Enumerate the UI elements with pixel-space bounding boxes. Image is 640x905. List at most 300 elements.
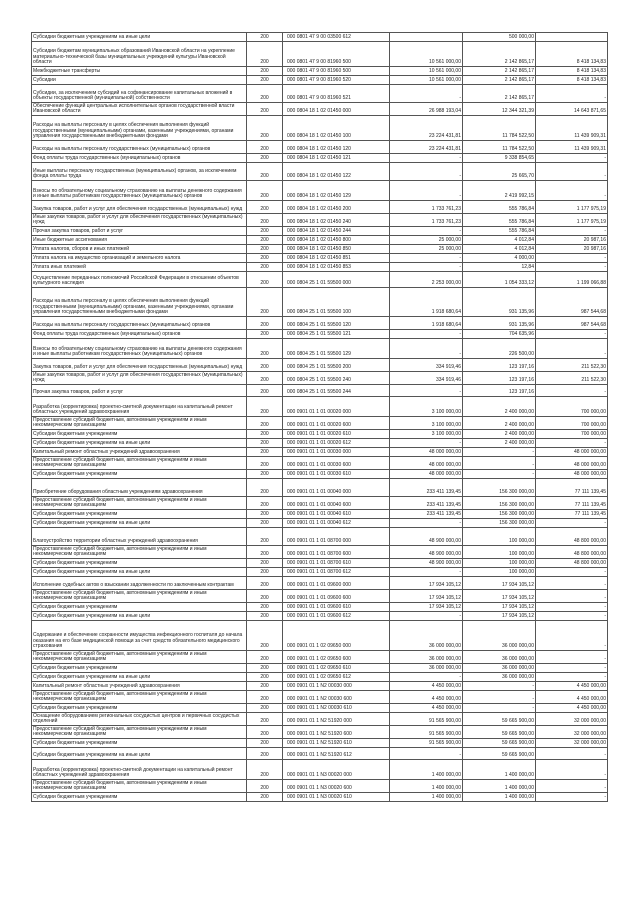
table-row (32, 577, 608, 590)
row-name-cell: Предоставление субсидий бюджетным, автономным учреждениям и иным некоммерческим организациям (32, 457, 247, 470)
table-body (32, 33, 608, 802)
row-admin-code-cell: 200 (247, 254, 283, 263)
row-executed-cell: 1 054 333,12 (463, 272, 536, 288)
table-row (32, 590, 608, 603)
row-name-cell: Закупка товаров, работ и услуг для обеспечения государственных (муниципальных) нужд (32, 359, 247, 372)
row-executed-cell: 4 012,84 (463, 236, 536, 245)
table-row (32, 181, 608, 201)
row-executed-cell: 123 197,16 (463, 372, 536, 385)
row-executed-cell: - (463, 682, 536, 691)
row-budget-code-cell: 000 0901 01 1 01 00030 000 (283, 448, 390, 457)
row-executed-cell: 17 934 105,12 (463, 612, 536, 621)
row-budget-code-cell: 000 0804 18 1 02 01450 121 (283, 154, 390, 163)
row-executed-cell: 2 142 865,17 (463, 42, 536, 67)
row-budget-code-cell: 000 0901 01 1 N2 51920 600 (283, 726, 390, 739)
row-admin-code-cell: 200 (247, 236, 283, 245)
row-name-cell: Капитальный ремонт областных учреждений здравоохранения (32, 682, 247, 691)
row-admin-code-cell: 200 (247, 673, 283, 682)
row-remaining-cell: - (536, 612, 608, 621)
row-admin-code-cell: 200 (247, 612, 283, 621)
row-executed-cell: - (463, 691, 536, 704)
row-executed-cell: 2 400 000,00 (463, 439, 536, 448)
row-admin-code-cell: 200 (247, 651, 283, 664)
row-executed-cell: 100 000,00 (463, 546, 536, 559)
row-admin-code-cell: 200 (247, 577, 283, 590)
row-name-cell: Расходы на выплаты персоналу в целях обеспечения выполнения функций государственными (муниципальными) органами, казенными учреждениями, органами управления государственными внебюджетными фондами (32, 116, 247, 141)
table-row (32, 317, 608, 330)
row-admin-code-cell: 200 (247, 214, 283, 227)
row-admin-code-cell: 200 (247, 397, 283, 417)
table-row (32, 603, 608, 612)
row-name-cell: Субсидии бюджетным учреждениям (32, 793, 247, 802)
row-remaining-cell: - (536, 85, 608, 103)
table-row (32, 726, 608, 739)
row-executed-cell: - (463, 457, 536, 470)
row-approved-cell: 233 411 139,45 (390, 479, 463, 497)
row-budget-code-cell: 000 0901 01 1 02 09650 612 (283, 673, 390, 682)
row-name-cell: Субсидии, за исключением субсидий на софинансирование капитальных вложений в объекты государственной (муниципальной) собственности (32, 85, 247, 103)
table-row (32, 682, 608, 691)
table-row (32, 263, 608, 272)
row-budget-code-cell: 000 0901 01 1 01 08700 600 (283, 546, 390, 559)
row-name-cell: Взносы по обязательному социальному страхованию на выплаты денежного содержания и иные выплаты работникам государственных (муниципальных) органов (32, 339, 247, 359)
row-approved-cell: - (390, 748, 463, 760)
row-remaining-cell: - (536, 154, 608, 163)
row-executed-cell: 36 000 000,00 (463, 664, 536, 673)
row-name-cell: Благоустройство территории областных учреждений здравоохранения (32, 528, 247, 546)
row-admin-code-cell: 200 (247, 497, 283, 510)
row-name-cell: Предоставление субсидий бюджетным, автономным учреждениям и иным некоммерческим организациям (32, 651, 247, 664)
row-name-cell: Субсидии (32, 76, 247, 85)
row-budget-code-cell: 000 0804 25 1 01 59500 100 (283, 288, 390, 317)
row-approved-cell: 3 100 000,00 (390, 397, 463, 417)
row-budget-code-cell: 000 0804 18 1 02 01450 853 (283, 263, 390, 272)
row-admin-code-cell: 200 (247, 181, 283, 201)
row-budget-code-cell: 000 0804 18 1 02 01450 240 (283, 214, 390, 227)
row-admin-code-cell: 200 (247, 67, 283, 76)
table-row (32, 457, 608, 470)
row-remaining-cell: - (536, 227, 608, 236)
row-approved-cell: 334 919,46 (390, 359, 463, 372)
row-remaining-cell: 211 522,30 (536, 359, 608, 372)
row-executed-cell: 100 000,00 (463, 559, 536, 568)
row-approved-cell: 4 450 000,00 (390, 691, 463, 704)
row-budget-code-cell: 000 0901 01 1 01 00030 610 (283, 470, 390, 479)
row-approved-cell: 91 565 900,00 (390, 739, 463, 748)
row-name-cell: Субсидии бюджетным учреждениям (32, 559, 247, 568)
row-name-cell: Субсидии бюджетным учреждениям на иные цели (32, 439, 247, 448)
row-approved-cell: 25 000,00 (390, 245, 463, 254)
row-admin-code-cell: 200 (247, 726, 283, 739)
row-admin-code-cell: 200 (247, 519, 283, 528)
row-budget-code-cell: 000 0901 01 1 01 08700 612 (283, 568, 390, 577)
row-executed-cell: - (463, 704, 536, 713)
row-name-cell: Субсидии бюджетным учреждениям (32, 603, 247, 612)
row-approved-cell: 91 565 900,00 (390, 713, 463, 726)
row-executed-cell: 17 934 105,12 (463, 577, 536, 590)
row-executed-cell: 59 665 900,00 (463, 739, 536, 748)
row-name-cell: Предоставление субсидий бюджетным, автономным учреждениям и иным некоммерческим организациям (32, 546, 247, 559)
row-name-cell: Оснащение оборудованием региональных сосудистых центров и первичных сосудистых отделений (32, 713, 247, 726)
row-approved-cell: 23 224 431,81 (390, 141, 463, 154)
row-budget-code-cell: 000 0901 01 1 01 00040 000 (283, 479, 390, 497)
row-approved-cell: 4 450 000,00 (390, 704, 463, 713)
row-name-cell: Субсидии бюджетным учреждениям на иные цели (32, 33, 247, 42)
row-executed-cell: 2 142 865,17 (463, 67, 536, 76)
row-admin-code-cell: 200 (247, 385, 283, 397)
row-remaining-cell: 700 000,00 (536, 397, 608, 417)
row-remaining-cell: 20 987,16 (536, 236, 608, 245)
row-approved-cell: 1 400 000,00 (390, 793, 463, 802)
row-budget-code-cell: 000 0901 01 1 01 00020 000 (283, 397, 390, 417)
row-approved-cell: 17 934 105,12 (390, 603, 463, 612)
row-approved-cell: - (390, 330, 463, 339)
table-row (32, 67, 608, 76)
row-approved-cell: 1 733 761,23 (390, 214, 463, 227)
row-admin-code-cell: 200 (247, 457, 283, 470)
row-executed-cell: 36 000 000,00 (463, 673, 536, 682)
row-remaining-cell: - (536, 651, 608, 664)
row-executed-cell: - (463, 448, 536, 457)
row-budget-code-cell: 000 0804 18 1 02 01450 120 (283, 141, 390, 154)
row-budget-code-cell: 000 0901 01 1 N3 00020 610 (283, 793, 390, 802)
row-admin-code-cell: 200 (247, 760, 283, 780)
row-budget-code-cell: 000 0901 01 1 01 00020 600 (283, 417, 390, 430)
table-row (32, 85, 608, 103)
table-row (32, 479, 608, 497)
row-remaining-cell: 4 450 000,00 (536, 704, 608, 713)
row-admin-code-cell: 200 (247, 163, 283, 181)
row-executed-cell: 226 500,00 (463, 339, 536, 359)
row-admin-code-cell: 200 (247, 713, 283, 726)
row-name-cell: Осуществление переданных полномочий Российской Федерации в отношении объектов культурного наследия (32, 272, 247, 288)
row-remaining-cell: 77 111 139,45 (536, 510, 608, 519)
table-row (32, 448, 608, 457)
row-budget-code-cell: 000 0801 47 9 00 81960 500 (283, 42, 390, 67)
table-row (32, 339, 608, 359)
row-approved-cell: 3 100 000,00 (390, 430, 463, 439)
row-admin-code-cell: 200 (247, 227, 283, 236)
table-row (32, 116, 608, 141)
table-row (32, 385, 608, 397)
row-remaining-cell: 1 177 975,19 (536, 201, 608, 214)
row-remaining-cell: 48 000 000,00 (536, 457, 608, 470)
row-name-cell: Иные закупки товаров, работ и услуг для обеспечения государственных (муниципальных) нужд (32, 214, 247, 227)
row-approved-cell: 1 918 680,64 (390, 317, 463, 330)
row-admin-code-cell: 200 (247, 793, 283, 802)
row-admin-code-cell: 200 (247, 603, 283, 612)
row-admin-code-cell: 200 (247, 682, 283, 691)
row-remaining-cell: 48 800 000,00 (536, 559, 608, 568)
row-remaining-cell: 700 000,00 (536, 417, 608, 430)
row-approved-cell: - (390, 673, 463, 682)
row-budget-code-cell: 000 0901 01 1 02 09650 000 (283, 621, 390, 651)
row-remaining-cell: 1 177 975,19 (536, 214, 608, 227)
row-approved-cell: 17 934 105,12 (390, 577, 463, 590)
row-remaining-cell: - (536, 163, 608, 181)
row-remaining-cell: 4 450 000,00 (536, 691, 608, 704)
row-admin-code-cell: 200 (247, 288, 283, 317)
table-row (32, 528, 608, 546)
row-name-cell: Субсидии бюджетным учреждениям на иные цели (32, 673, 247, 682)
row-name-cell: Фонд оплаты труда государственных (муниципальных) органов (32, 154, 247, 163)
row-executed-cell: 2 400 000,00 (463, 430, 536, 439)
row-remaining-cell: - (536, 439, 608, 448)
row-admin-code-cell: 200 (247, 417, 283, 430)
row-approved-cell: - (390, 227, 463, 236)
row-name-cell: Содержание и обеспечение сохранности имущества инфекционного госпиталя до начала оказания на его базе медицинской помощи за счет средств обязательного медицинского страхования (32, 621, 247, 651)
row-remaining-cell: 20 987,16 (536, 245, 608, 254)
row-budget-code-cell: 000 0901 01 1 01 00030 600 (283, 457, 390, 470)
row-executed-cell: 11 784 522,50 (463, 116, 536, 141)
row-remaining-cell: 48 800 000,00 (536, 546, 608, 559)
row-executed-cell: 156 300 000,00 (463, 510, 536, 519)
table-row (32, 430, 608, 439)
table-row (32, 417, 608, 430)
row-admin-code-cell: 200 (247, 439, 283, 448)
row-budget-code-cell: 000 0901 01 1 N2 00030 600 (283, 691, 390, 704)
row-approved-cell: 10 561 000,00 (390, 42, 463, 67)
row-executed-cell: 59 665 900,00 (463, 748, 536, 760)
row-remaining-cell: 48 000 000,00 (536, 470, 608, 479)
row-remaining-cell: - (536, 181, 608, 201)
row-budget-code-cell: 000 0901 01 1 01 08700 000 (283, 528, 390, 546)
row-remaining-cell: 1 199 066,88 (536, 272, 608, 288)
row-name-cell: Взносы по обязательному социальному страхованию на выплаты денежного содержания и иные выплаты работникам государственных (муниципальных) органов (32, 181, 247, 201)
row-approved-cell: 23 224 431,81 (390, 116, 463, 141)
row-executed-cell: 9 338 854,65 (463, 154, 536, 163)
row-executed-cell: 100 000,00 (463, 528, 536, 546)
row-approved-cell: 4 450 000,00 (390, 682, 463, 691)
row-budget-code-cell: 000 0901 01 1 01 09600 000 (283, 577, 390, 590)
budget-report-page (31, 32, 607, 802)
row-budget-code-cell: 000 0901 01 1 01 00040 612 (283, 519, 390, 528)
row-executed-cell: 2 142 865,17 (463, 85, 536, 103)
row-name-cell: Расходы на выплаты персоналу государственных (муниципальных) органов (32, 141, 247, 154)
row-admin-code-cell: 200 (247, 590, 283, 603)
row-executed-cell: 36 000 000,00 (463, 651, 536, 664)
row-remaining-cell: 700 000,00 (536, 430, 608, 439)
row-remaining-cell: - (536, 519, 608, 528)
row-remaining-cell: - (536, 330, 608, 339)
row-name-cell: Предоставление субсидий бюджетным, автономным учреждениям и иным некоммерческим организациям (32, 726, 247, 739)
row-budget-code-cell: 000 0901 01 1 01 08700 610 (283, 559, 390, 568)
row-remaining-cell: 8 418 134,83 (536, 67, 608, 76)
row-name-cell: Предоставление субсидий бюджетным, автономным учреждениям и иным некоммерческим организациям (32, 590, 247, 603)
row-admin-code-cell: 200 (247, 664, 283, 673)
row-approved-cell: 48 000 000,00 (390, 457, 463, 470)
row-approved-cell: 36 000 000,00 (390, 664, 463, 673)
row-remaining-cell: 4 450 000,00 (536, 682, 608, 691)
row-budget-code-cell: 000 0901 01 1 N2 51920 612 (283, 748, 390, 760)
row-executed-cell: 4 012,84 (463, 245, 536, 254)
row-admin-code-cell: 200 (247, 559, 283, 568)
table-row (32, 397, 608, 417)
table-row (32, 704, 608, 713)
row-name-cell: Фонд оплаты труда государственных (муниципальных) органов (32, 330, 247, 339)
row-executed-cell: 2 400 000,00 (463, 417, 536, 430)
row-admin-code-cell: 200 (247, 546, 283, 559)
row-name-cell: Прочая закупка товаров, работ и услуг (32, 227, 247, 236)
row-budget-code-cell: 000 0804 25 1 01 59500 200 (283, 359, 390, 372)
row-executed-cell: - (463, 470, 536, 479)
row-admin-code-cell: 200 (247, 330, 283, 339)
row-approved-cell: 334 919,46 (390, 372, 463, 385)
row-approved-cell: 36 000 000,00 (390, 651, 463, 664)
row-approved-cell: - (390, 163, 463, 181)
row-name-cell: Капитальный ремонт областных учреждений здравоохранения (32, 448, 247, 457)
row-approved-cell: - (390, 385, 463, 397)
row-executed-cell: 123 197,16 (463, 359, 536, 372)
table-row (32, 546, 608, 559)
row-remaining-cell: 211 522,30 (536, 372, 608, 385)
table-row (32, 201, 608, 214)
table-row (32, 713, 608, 726)
table-row (32, 510, 608, 519)
row-remaining-cell: 32 000 000,00 (536, 713, 608, 726)
row-admin-code-cell: 200 (247, 430, 283, 439)
row-executed-cell: 704 635,96 (463, 330, 536, 339)
row-name-cell: Субсидии бюджетным учреждениям (32, 664, 247, 673)
row-name-cell: Субсидии бюджетным учреждениям (32, 470, 247, 479)
row-admin-code-cell: 200 (247, 42, 283, 67)
row-name-cell: Субсидии бюджетным учреждениям на иные цели (32, 612, 247, 621)
row-budget-code-cell: 000 0901 01 1 02 09650 600 (283, 651, 390, 664)
row-remaining-cell: 987 544,68 (536, 317, 608, 330)
row-approved-cell: - (390, 568, 463, 577)
row-name-cell: Прочая закупка товаров, работ и услуг (32, 385, 247, 397)
row-budget-code-cell: 000 0804 25 1 01 59500 120 (283, 317, 390, 330)
row-approved-cell: - (390, 181, 463, 201)
row-name-cell: Субсидии бюджетным учреждениям на иные цели (32, 519, 247, 528)
row-budget-code-cell: 000 0901 01 1 N3 00020 000 (283, 760, 390, 780)
row-budget-code-cell: 000 0901 01 1 N2 51920 000 (283, 713, 390, 726)
row-budget-code-cell: 000 0804 18 1 02 01450 851 (283, 254, 390, 263)
row-budget-code-cell: 000 0804 18 1 02 01450 000 (283, 103, 390, 116)
row-name-cell: Предоставление субсидий бюджетным, автономным учреждениям и иным некоммерческим организациям (32, 780, 247, 793)
row-name-cell: Субсидии бюджетным учреждениям (32, 510, 247, 519)
row-remaining-cell: 11 439 909,31 (536, 141, 608, 154)
row-executed-cell: 555 786,84 (463, 227, 536, 236)
row-approved-cell: 17 934 105,12 (390, 590, 463, 603)
row-executed-cell: 1 400 000,00 (463, 760, 536, 780)
row-admin-code-cell: 200 (247, 372, 283, 385)
row-budget-code-cell: 000 0801 47 9 00 03500 612 (283, 33, 390, 42)
row-executed-cell: 2 142 865,17 (463, 76, 536, 85)
row-remaining-cell: 32 000 000,00 (536, 726, 608, 739)
table-row (32, 214, 608, 227)
row-budget-code-cell: 000 0901 01 1 01 00020 610 (283, 430, 390, 439)
table-row (32, 519, 608, 528)
row-executed-cell: 17 934 105,12 (463, 590, 536, 603)
row-remaining-cell: - (536, 793, 608, 802)
row-admin-code-cell: 200 (247, 339, 283, 359)
row-approved-cell (390, 33, 463, 42)
row-admin-code-cell: 200 (247, 528, 283, 546)
row-name-cell: Субсидии бюджетным учреждениям (32, 739, 247, 748)
row-budget-code-cell: 000 0804 25 1 01 59500 129 (283, 339, 390, 359)
table-row (32, 288, 608, 317)
row-remaining-cell: 77 111 139,45 (536, 479, 608, 497)
row-name-cell: Закупка товаров, работ и услуг для обеспечения государственных (муниципальных) нужд (32, 201, 247, 214)
row-executed-cell: 2 400 000,00 (463, 397, 536, 417)
table-row (32, 568, 608, 577)
row-name-cell: Исполнение судебных актов о взыскании задолженности по заключенным контрактам (32, 577, 247, 590)
row-name-cell: Разработка (корректировка) проектно-сметной документации на капитальный ремонт областных учреждений здравоохранения (32, 397, 247, 417)
row-remaining-cell: - (536, 603, 608, 612)
row-remaining-cell: - (536, 577, 608, 590)
row-remaining-cell: 987 544,68 (536, 288, 608, 317)
row-approved-cell: 2 253 000,00 (390, 272, 463, 288)
table-row (32, 621, 608, 651)
row-admin-code-cell: 200 (247, 748, 283, 760)
row-name-cell: Межбюджетные трансферты (32, 67, 247, 76)
table-row (32, 33, 608, 42)
row-approved-cell: 233 411 139,45 (390, 510, 463, 519)
row-budget-code-cell: 000 0901 01 1 N2 00030 000 (283, 682, 390, 691)
row-admin-code-cell: 200 (247, 141, 283, 154)
row-executed-cell: 2 419 992,15 (463, 181, 536, 201)
row-approved-cell: - (390, 439, 463, 448)
row-remaining-cell: 11 439 909,31 (536, 116, 608, 141)
row-budget-code-cell: 000 0804 25 1 01 59500 244 (283, 385, 390, 397)
row-remaining-cell: 32 000 000,00 (536, 739, 608, 748)
table-row (32, 664, 608, 673)
row-approved-cell: 1 918 680,64 (390, 288, 463, 317)
row-approved-cell: 48 900 000,00 (390, 559, 463, 568)
row-name-cell: Субсидии бюджетным учреждениям на иные цели (32, 748, 247, 760)
row-name-cell: Предоставление субсидий бюджетным, автономным учреждениям и иным некоммерческим организациям (32, 691, 247, 704)
row-name-cell: Уплата налога на имущество организаций и земельного налога (32, 254, 247, 263)
row-approved-cell: 25 000,00 (390, 236, 463, 245)
row-approved-cell: - (390, 85, 463, 103)
table-row (32, 236, 608, 245)
table-row (32, 691, 608, 704)
row-executed-cell: 555 786,84 (463, 201, 536, 214)
row-admin-code-cell: 200 (247, 470, 283, 479)
table-row (32, 163, 608, 181)
row-budget-code-cell: 000 0804 18 1 02 01450 850 (283, 245, 390, 254)
row-name-cell: Расходы на выплаты персоналу в целях обеспечения выполнения функций государственными (муниципальными) органами, казенными учреждениями, органами управления государственными внебюджетными фондами (32, 288, 247, 317)
row-executed-cell: 156 300 000,00 (463, 519, 536, 528)
row-budget-code-cell: 000 0901 01 1 02 09650 610 (283, 664, 390, 673)
table-row (32, 330, 608, 339)
row-admin-code-cell: 200 (247, 263, 283, 272)
row-name-cell: Субсидии бюджетным учреждениям (32, 704, 247, 713)
row-executed-cell: 12 344 321,39 (463, 103, 536, 116)
table-row (32, 748, 608, 760)
row-remaining-cell: - (536, 263, 608, 272)
row-budget-code-cell: 000 0901 01 1 01 09600 612 (283, 612, 390, 621)
row-budget-code-cell: 000 0804 18 1 02 01450 122 (283, 163, 390, 181)
row-remaining-cell: 14 643 871,65 (536, 103, 608, 116)
row-approved-cell: 36 000 000,00 (390, 621, 463, 651)
table-row (32, 42, 608, 67)
row-name-cell: Субсидии бюджетам муниципальных образований Ивановской области на укрепление материально-технической базы муниципальных учреждений культуры Ивановской области (32, 42, 247, 67)
row-approved-cell: 1 400 000,00 (390, 760, 463, 780)
row-executed-cell: 12,84 (463, 263, 536, 272)
table-row (32, 793, 608, 802)
row-budget-code-cell: 000 0901 01 1 01 09600 610 (283, 603, 390, 612)
budget-execution-table (31, 32, 608, 802)
row-executed-cell: 123 197,16 (463, 385, 536, 397)
row-budget-code-cell: 000 0901 01 1 N3 00020 600 (283, 780, 390, 793)
row-executed-cell: 36 000 000,00 (463, 621, 536, 651)
row-name-cell: Предоставление субсидий бюджетным, автономным учреждениям и иным некоммерческим организациям (32, 497, 247, 510)
table-row (32, 372, 608, 385)
row-approved-cell: - (390, 263, 463, 272)
row-executed-cell: 17 934 105,12 (463, 603, 536, 612)
